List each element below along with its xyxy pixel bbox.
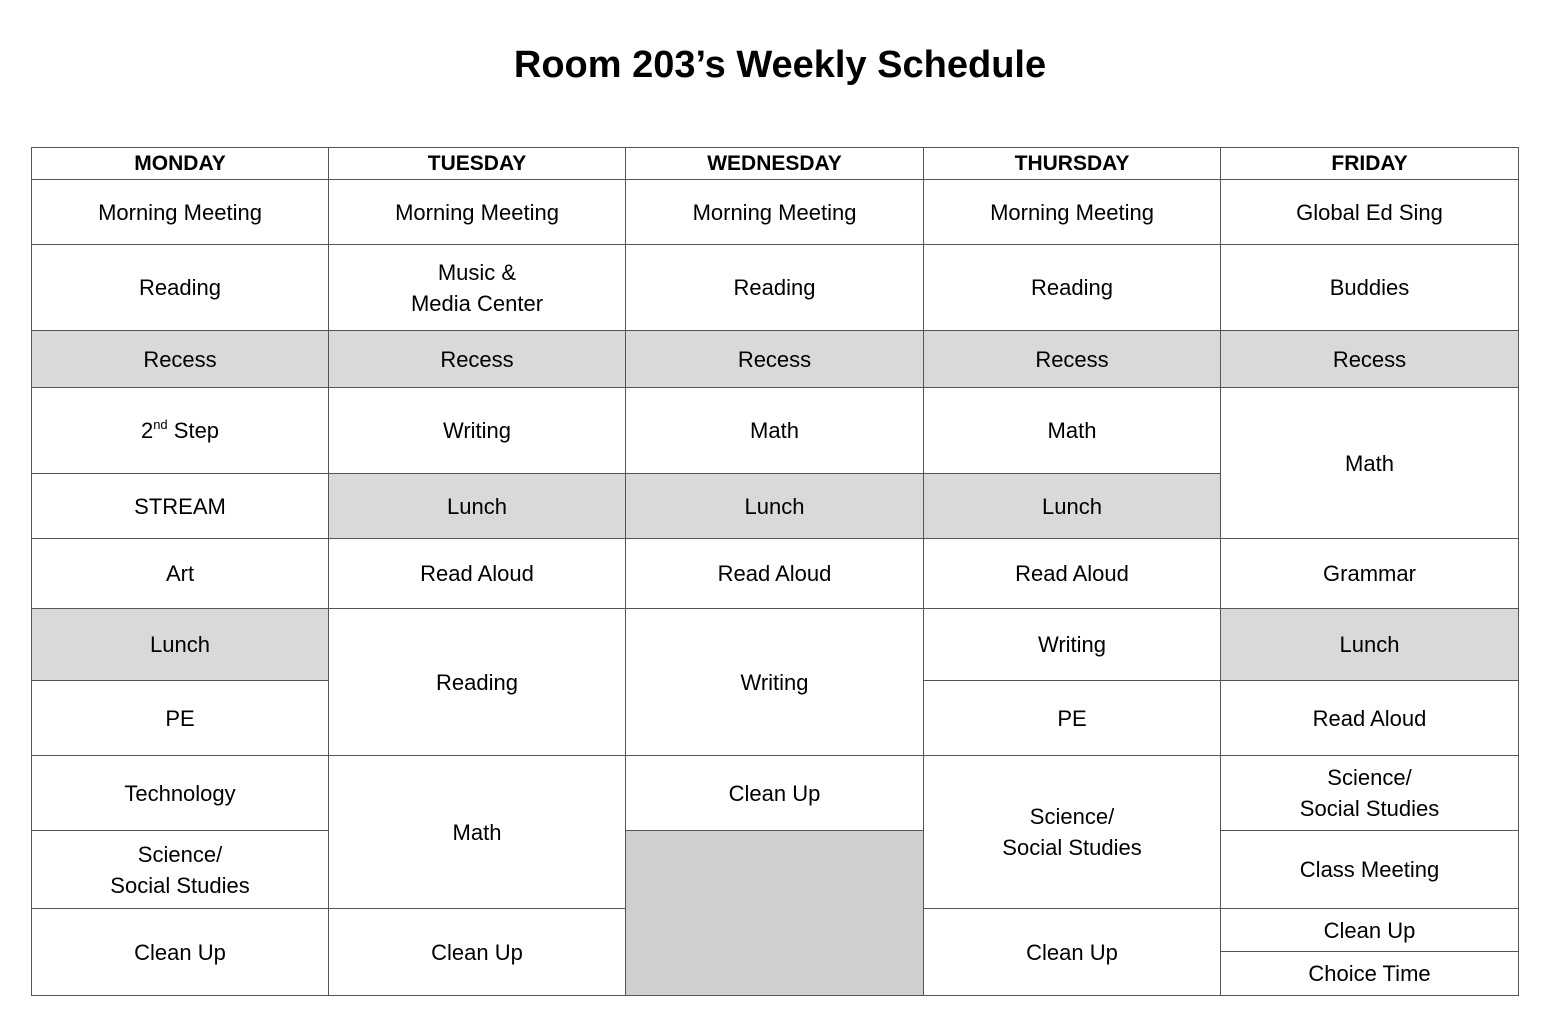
tuesday-math: Math (328, 755, 626, 909)
wednesday-writing: Writing (625, 608, 924, 756)
wednesday-reading: Reading (625, 244, 924, 331)
monday-pe: PE (31, 680, 329, 756)
second-step-label: 2nd Step (140, 416, 220, 443)
thursday-reading: Reading (923, 244, 1221, 331)
monday-science-social-studies: Science/ Social Studies (31, 830, 329, 909)
wednesday-empty-block (625, 830, 924, 996)
header-thursday: THURSDAY (923, 147, 1221, 180)
thursday-pe: PE (923, 680, 1221, 756)
thursday-read-aloud: Read Aloud (923, 538, 1221, 609)
wednesday-morning-meeting: Morning Meeting (625, 179, 924, 245)
wednesday-recess: Recess (625, 330, 924, 388)
tuesday-lunch: Lunch (328, 473, 626, 539)
friday-grammar: Grammar (1220, 538, 1519, 609)
friday-global-ed-sing: Global Ed Sing (1220, 179, 1519, 245)
friday-lunch: Lunch (1220, 608, 1519, 681)
monday-second-step (31, 387, 329, 474)
friday-math: Math (1220, 387, 1519, 539)
monday-stream: STREAM (31, 473, 329, 539)
tuesday-morning-meeting: Morning Meeting (328, 179, 626, 245)
schedule-table (31, 147, 1519, 996)
friday-choice-time: Choice Time (1220, 951, 1519, 996)
thursday-lunch: Lunch (923, 473, 1221, 539)
monday-morning-meeting: Morning Meeting (31, 179, 329, 245)
wednesday-math: Math (625, 387, 924, 474)
tuesday-writing: Writing (328, 387, 626, 474)
tuesday-clean-up: Clean Up (328, 908, 626, 996)
monday-art: Art (31, 538, 329, 609)
thursday-clean-up: Clean Up (923, 908, 1221, 996)
tuesday-recess: Recess (328, 330, 626, 388)
wednesday-lunch: Lunch (625, 473, 924, 539)
friday-read-aloud: Read Aloud (1220, 680, 1519, 756)
thursday-science-social-studies: Science/ Social Studies (923, 755, 1221, 909)
tuesday-music-media-center: Music & Media Center (328, 244, 626, 331)
header-friday: FRIDAY (1220, 147, 1519, 180)
monday-technology: Technology (31, 755, 329, 831)
thursday-math: Math (923, 387, 1221, 474)
thursday-recess: Recess (923, 330, 1221, 388)
header-wednesday: WEDNESDAY (625, 147, 924, 180)
monday-lunch: Lunch (31, 608, 329, 681)
header-monday: MONDAY (31, 147, 329, 180)
tuesday-reading: Reading (328, 608, 626, 756)
friday-recess: Recess (1220, 330, 1519, 388)
monday-clean-up: Clean Up (31, 908, 329, 996)
wednesday-clean-up: Clean Up (625, 755, 924, 831)
thursday-writing: Writing (923, 608, 1221, 681)
header-tuesday: TUESDAY (328, 147, 626, 180)
monday-recess: Recess (31, 330, 329, 388)
friday-science-social-studies: Science/ Social Studies (1220, 755, 1519, 831)
monday-reading: Reading (31, 244, 329, 331)
page-title: Room 203’s Weekly Schedule (513, 44, 1047, 86)
thursday-morning-meeting: Morning Meeting (923, 179, 1221, 245)
friday-class-meeting: Class Meeting (1220, 830, 1519, 909)
friday-clean-up: Clean Up (1220, 908, 1519, 952)
wednesday-read-aloud: Read Aloud (625, 538, 924, 609)
friday-buddies: Buddies (1220, 244, 1519, 331)
tuesday-read-aloud: Read Aloud (328, 538, 626, 609)
